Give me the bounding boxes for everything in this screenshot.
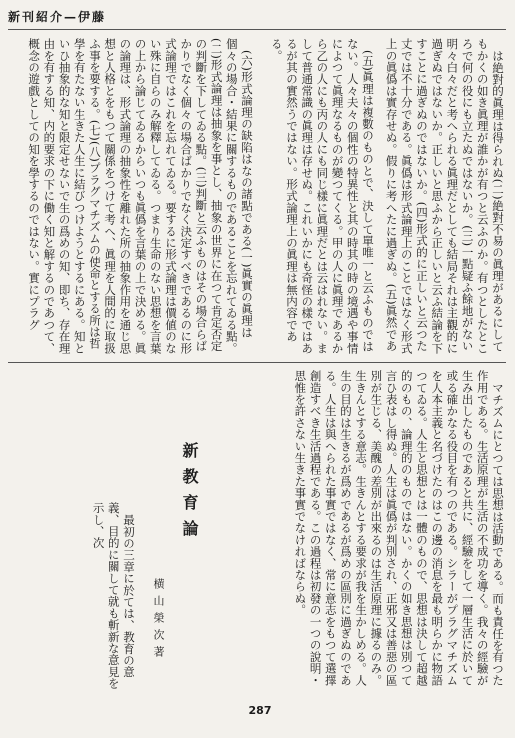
paragraph: 最初の三章に於ては、教育の意義、目的に關して就も斬新な意見を示し、次 bbox=[91, 502, 136, 690]
page-number: 287 bbox=[248, 704, 272, 717]
middle-rule bbox=[8, 362, 506, 363]
review-title: 新教育論 bbox=[180, 442, 199, 546]
paragraph: マチズムにとつては思想は活動である。而も責任を有つた作用である。生活原理が生活の不成功を導く。我々の經驗が生み出したものであると共に、經驗をして一層生活に於いて或る確かなる役目を有つのである。シラーがプラグマチズムを人本主義と名づけたのはこの邊の消息を最も明らかに物語つてゐる。人生と思想とは一體のもので、思想は決して超越的のもの、論理的のものではない。かくの如き思想は別つて言ひ表はし得ぬ。人生は眞僞が判別され、正邪又は善惡の區別が生じる、美醜の差別が出來るのは生活原理に據るのみ。生きんとする意志。生きんとする要求が我を生かしめる。人生の目的は生きるが爲めであるが爲めの區別に過ぎぬのである。人生は與へられた事實ではなく、常に意志をもつて選擇創造すべき生活過程である。この過程は初發の一つの說明・思惟を許さない生きた事實でなければならぬ。 bbox=[293, 370, 505, 686]
paragraph: (五)眞理は複數のものとで、決して單唯一と云ふものではない。人々夫々の個性の特異性と其の時其の時の境遇や事情によつて眞理なるものが變つてくる。甲の人に眞理であるから乙の人にも丙の人にも同じ樣に眞理だとは云はれない。まして普通常識の眞理は存せぬ。これいかにも奇怪の樣ではあるが其の實然うではない。形式論理上の眞理は無内容である。 bbox=[269, 38, 375, 354]
review-author: 横山榮次著 bbox=[152, 578, 165, 663]
text-block-top-right bbox=[383, 38, 505, 356]
text-block-top-left bbox=[10, 38, 254, 356]
text-block-bottom-left bbox=[10, 502, 136, 692]
text-block-top-middle bbox=[269, 38, 375, 356]
paragraph: (六)形式論理の缺陷はなの諸點である(一)眞實の眞理は個々の場合・結果に關するものであることを忘れてゐる點。(二)形式論理は抽象を事とし、抽象の世界に在つて肯定否定の判斷を下してゐる點。(三)判斷と云ふものはその場合らばかりでなく個々の場合ばかりでなく決定すべきであるのに形式論理ではこれを忘れてゐる。要するに形式論理は價値のない殊に自らのみ解釋してゐる。つまり生命のない思想を言葉の上から論じてゐるからいつも眞僞を言葉の上で決める。眞の論理は、形式論理の抽象性を離れた所の抽象作用を通じ思想と人格とをもつて關係をつけて考へ、眞理を人間的に取扱ふ事を要する。(七)(八)プラグマチズムの使命とする所は哲學を有たない生きた人生に結びつけようとするにある。知といひ抽象的な知と限定せないで生の爲めの知、即ち、存在理由を有する知、内的要求の下に働く知と解するのであつて、概念の遊戲としての知を學するのではない。實にプラグ bbox=[27, 38, 254, 354]
header-rule bbox=[8, 29, 506, 30]
running-header: 新刊紹介—伊藤 bbox=[8, 10, 107, 24]
paragraph: は絶對的眞理は得られぬ(二)絶對不易の眞理があるにしてもかくの如き眞理が誰かが有つと云ふのか。有つとしたところで何の役にも立たぬではないか。(三)一點疑ふ餘地がない明々白々だと考へられる眞理だとしても結局それは主觀的に過ぎぬではないか。正しいと思ふから正しいと云ふ結論を下すことに過ぎぬのではないか。(四)形式的に正しいと云つた丈では不十分である。眞僞は形式論理上のことではなく形式上の眞僞は實存せぬ。假りに考へたに過ぎぬ。(五)眞然であ bbox=[384, 38, 505, 354]
text-block-bottom-right bbox=[205, 370, 505, 688]
